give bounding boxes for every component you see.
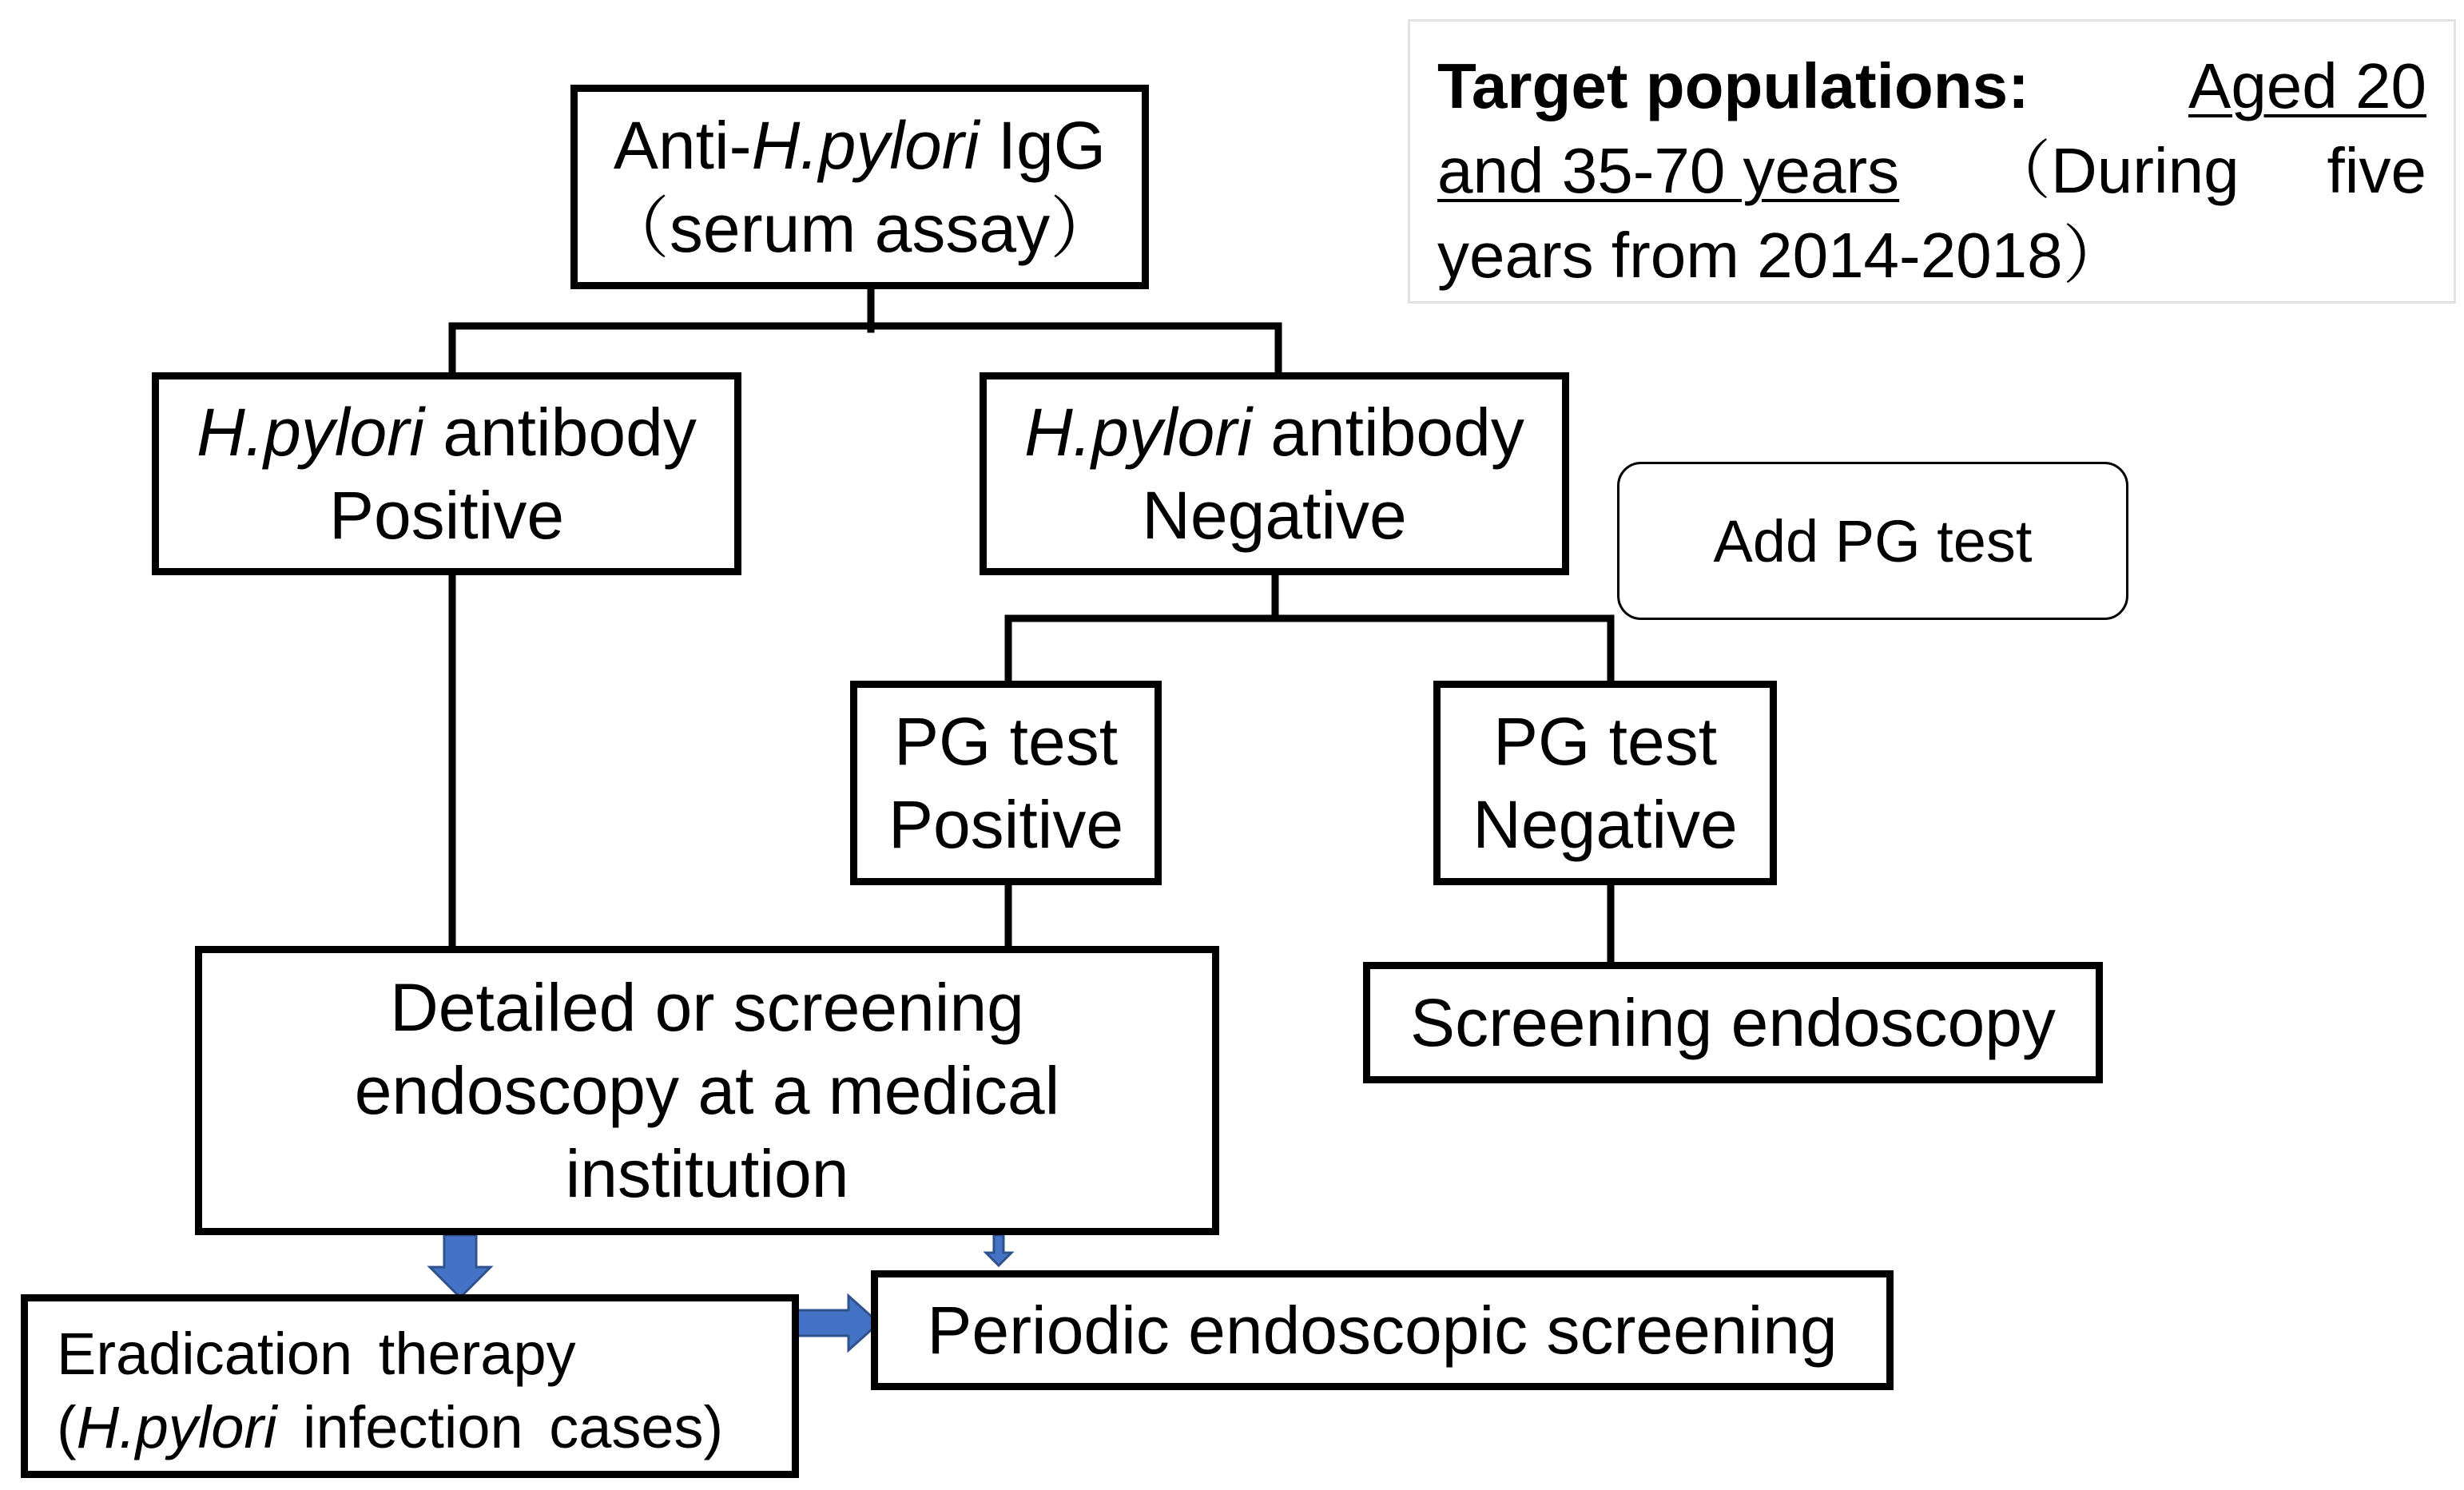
box-pg-test-positive	[850, 681, 1162, 885]
pg-positive-line-1: PG test	[893, 704, 1119, 779]
pg-negative-line-1: PG test	[1492, 704, 1718, 779]
box-eradication-therapy	[21, 1294, 799, 1478]
screening-endoscopy-label: Screening endoscopy	[1410, 985, 2056, 1060]
igg-prefix: Anti-	[613, 108, 752, 183]
hp-negative-antibody: antibody	[1251, 395, 1524, 470]
target-line-2	[1437, 129, 2426, 213]
eradication-line-2	[57, 1391, 792, 1464]
hp-negative-line-1	[1024, 391, 1524, 474]
hp-positive-organism: H.pylori	[197, 395, 424, 470]
igg-line-2: （serum assay）	[602, 191, 1118, 266]
eradication-line-1: Eradication therapy	[57, 1321, 576, 1387]
eradication-organism: H.pylori	[76, 1394, 277, 1460]
detailed-line-3: institution	[565, 1136, 849, 1211]
box-screening-endoscopy	[1363, 962, 2103, 1083]
box-hpylori-antibody-positive	[152, 372, 741, 575]
hp-positive-line-1	[197, 391, 697, 474]
add-pg-test-label: Add PG test	[1617, 462, 2128, 620]
hp-negative-organism: H.pylori	[1024, 395, 1252, 470]
target-line-1	[1437, 44, 2426, 129]
detailed-line-2: endoscopy at a medical	[354, 1053, 1060, 1128]
box-detailed-endoscopy	[195, 946, 1219, 1235]
arrow-down-to-periodic	[986, 1235, 1011, 1266]
target-label: Target populations:	[1437, 50, 2029, 121]
hp-positive-line-2: Positive	[328, 478, 565, 553]
target-period-part-3: years from 2014-2018）	[1437, 220, 2127, 291]
detailed-line-1: Detailed or screening	[390, 970, 1024, 1045]
target-period-part-2: five	[2327, 135, 2426, 206]
target-ages-part-1: Aged 20	[2188, 50, 2426, 121]
arrow-right-to-periodic	[796, 1296, 879, 1350]
arrow-down-to-eradication	[430, 1235, 491, 1297]
target-period-part-1: （During	[1987, 135, 2239, 206]
target-ages-part-2: and 35-70 years	[1437, 135, 1900, 206]
hp-negative-line-2: Negative	[1142, 478, 1407, 553]
igg-organism: H.pylori	[751, 108, 980, 183]
eradication-open-paren: (	[57, 1394, 77, 1460]
pg-positive-line-2: Positive	[888, 787, 1124, 862]
periodic-label: Periodic endoscopic screening	[927, 1293, 1838, 1368]
hp-positive-antibody: antibody	[423, 395, 697, 470]
box-periodic-endoscopic-screening	[871, 1270, 1894, 1390]
target-line-3	[1437, 213, 2426, 298]
eradication-suffix: infection cases)	[276, 1394, 724, 1460]
box-pg-test-negative	[1433, 681, 1777, 885]
target-populations-panel	[1408, 19, 2456, 304]
igg-suffix: IgG	[979, 108, 1107, 183]
box-anti-hpylori-igg	[570, 85, 1149, 289]
pg-negative-line-2: Negative	[1472, 787, 1738, 862]
igg-line-1	[614, 104, 1106, 187]
box-hpylori-antibody-negative	[980, 372, 1569, 575]
